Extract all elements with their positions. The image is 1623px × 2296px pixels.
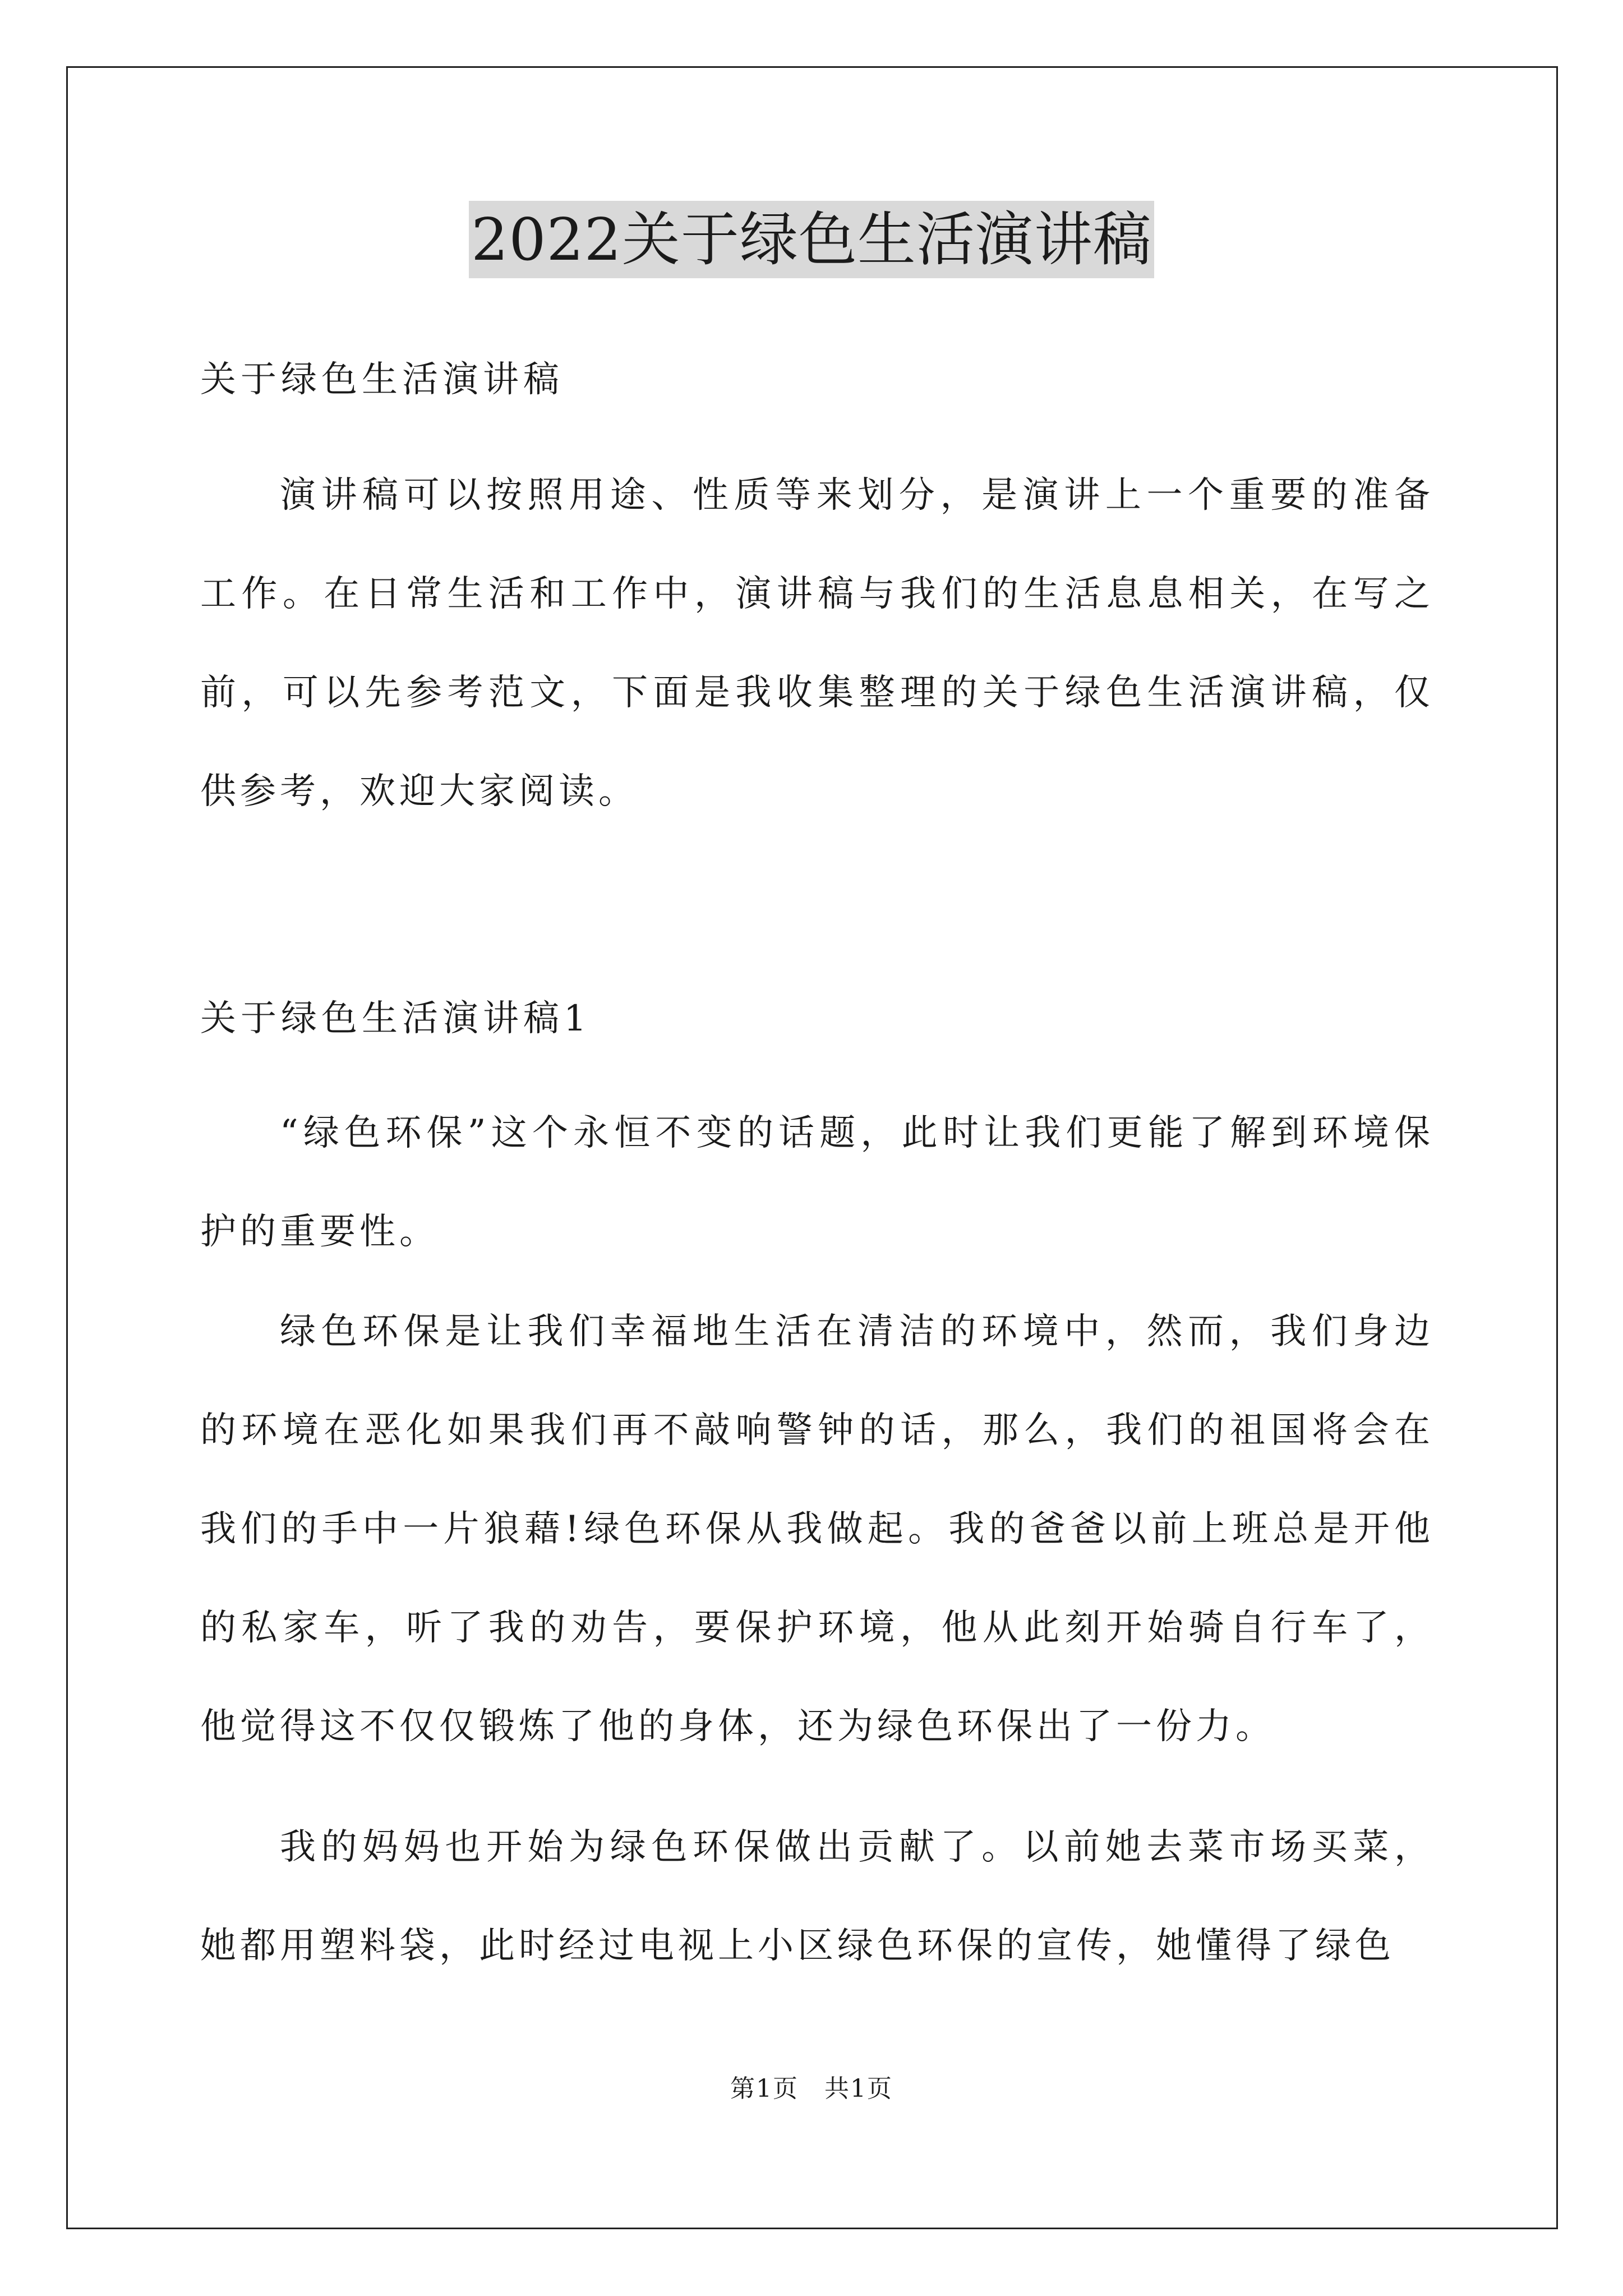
paragraph-3: 我的妈妈也开始为绿色环保做出贡献了。以前她去菜市场买菜，她都用塑料袋，此时经过电视上小区绿色环保的宣传，她懂得了绿色 <box>200 1826 1434 1967</box>
document-subtitle: 关于绿色生活演讲稿 <box>200 359 564 401</box>
document-title: 2022关于绿色生活演讲稿 <box>469 201 1154 278</box>
intro-paragraph: 演讲稿可以按照用途、性质等来划分，是演讲上一个重要的准备工作。在日常生活和工作中，演讲稿与我们的生活息息相关，在写之前，可以先参考范文，下面是我收集整理的关于绿色生活演讲稿，仅供参考，欢迎大家阅读。 <box>200 475 1434 812</box>
title-container <box>0 201 1623 278</box>
paragraph-1: “绿色环保”这个永恒不变的话题，此时让我们更能了解到环境保护的重要性。 <box>200 1112 1434 1253</box>
paragraph-2: 绿色环保是让我们幸福地生活在清洁的环境中，然而，我们身边的环境在恶化如果我们再不敲响警钟的话，那么，我们的祖国将会在我们的手中一片狼藉!绿色环保从我做起。我的爸爸以前上班总是开他的私家车，听了我的劝告，要保护环境，他从此刻开始骑自行车了，他觉得这不仅仅锻炼了他的身体，还为绿色环保出了一份力。 <box>200 1311 1434 1747</box>
section-heading: 关于绿色生活演讲稿1 <box>200 998 591 1039</box>
page-footer: 第1页 共1页 <box>730 2074 893 2103</box>
